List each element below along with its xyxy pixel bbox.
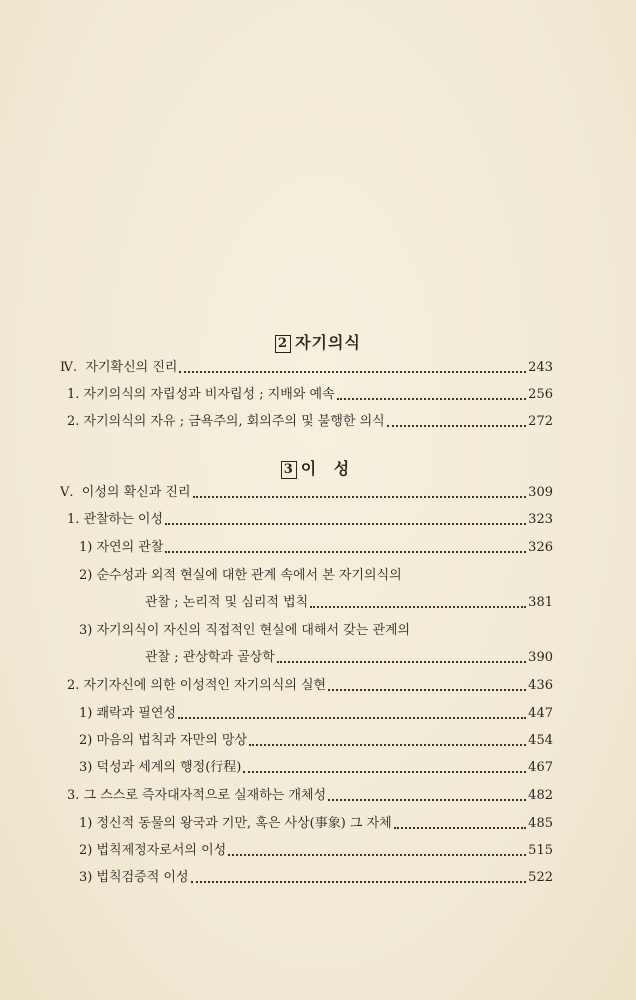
toc-entry[interactable]: [79, 841, 553, 861]
dot-leader: [337, 398, 527, 400]
toc-entry[interactable]: [79, 731, 553, 751]
page-number: 436: [528, 678, 553, 693]
toc-entry[interactable]: [79, 868, 553, 888]
entry-title: 법칙제정자로서의 이성: [96, 843, 227, 858]
entry-number: 2.: [67, 414, 84, 429]
dot-leader: [328, 799, 526, 801]
dot-leader: [179, 371, 526, 373]
dot-leader: [310, 606, 526, 608]
entry-number: 1): [79, 816, 97, 831]
toc-entry[interactable]: [67, 676, 553, 696]
page-number: 515: [528, 843, 553, 858]
dot-leader: [249, 744, 526, 746]
entry-title: 자기의식의 자유 ; 금욕주의, 회의주의 및 불행한 의식: [83, 414, 385, 429]
section-heading-3: [0, 456, 636, 479]
toc-entry[interactable]: [67, 412, 553, 432]
entry-title: 자기자신에 의한 이성적인 자기의식의 실현: [83, 678, 327, 693]
dot-leader: [178, 717, 526, 719]
entry-title: 자기의식이 자신의 직접적인 현실에 대해서 갖는 관계의: [96, 623, 411, 638]
entry-number: 1): [79, 706, 97, 721]
page-number: 482: [528, 788, 553, 803]
section-number-box: 3: [281, 461, 297, 479]
page-number: 256: [528, 387, 553, 402]
entry-number: 1): [79, 540, 97, 555]
toc-entry-continued[interactable]: [79, 621, 553, 641]
page-number: 326: [528, 540, 553, 555]
section-heading-2: [0, 330, 636, 353]
dot-leader: [228, 854, 526, 856]
dot-leader: [387, 425, 526, 427]
toc-entry[interactable]: [79, 758, 553, 778]
page-number: 454: [528, 733, 553, 748]
entry-title: 자연의 관찰: [96, 540, 164, 555]
toc-entry[interactable]: [60, 483, 553, 503]
dot-leader: [277, 661, 526, 663]
entry-number: 3.: [67, 788, 84, 803]
page-number: 243: [528, 360, 553, 375]
entry-number: 3): [79, 760, 97, 775]
dot-leader: [193, 496, 527, 498]
dot-leader: [328, 689, 526, 691]
entry-number: 3): [79, 870, 97, 885]
page-number: 467: [528, 760, 553, 775]
toc-entry[interactable]: [79, 704, 553, 724]
entry-number: Ⅳ.: [60, 360, 86, 375]
toc-entry[interactable]: [67, 385, 553, 405]
dot-leader: [243, 771, 526, 773]
page-number: 323: [528, 512, 553, 527]
dot-leader: [394, 827, 526, 829]
entry-number: 1.: [67, 387, 84, 402]
entry-title: 자기의식의 자립성과 비자립성 ; 지배와 예속: [83, 387, 335, 402]
toc-entry[interactable]: [145, 648, 553, 668]
dot-leader: [165, 551, 526, 553]
entry-title: 관찰 ; 논리적 및 심리적 법칙: [145, 595, 309, 610]
entry-title: 마음의 법칙과 자만의 망상: [96, 733, 248, 748]
entry-title: 정신적 동물의 왕국과 기만, 혹은 사상(事象) 그 자체: [96, 816, 392, 831]
section-number-box: 2: [275, 335, 291, 353]
entry-title: 자기확신의 진리: [85, 360, 178, 375]
page-number: 309: [528, 485, 553, 500]
entry-title: 순수성과 외적 현실에 대한 관계 속에서 본 자기의식의: [96, 568, 402, 583]
entry-number: 1.: [67, 512, 84, 527]
entry-title: 그 스스로 즉자대자적으로 실재하는 개체성: [83, 788, 327, 803]
entry-title: 덕성과 세계의 행정(行程): [96, 760, 242, 775]
toc-entry[interactable]: [79, 538, 553, 558]
toc-entry[interactable]: [67, 510, 553, 530]
toc-entry[interactable]: [79, 814, 553, 834]
entry-title: 이성의 확신과 진리: [81, 485, 191, 500]
entry-number: 2.: [67, 678, 84, 693]
entry-number: 3): [79, 623, 97, 638]
entry-number: 2): [79, 568, 97, 583]
section-title: 자기의식: [295, 333, 361, 352]
dot-leader: [165, 523, 526, 525]
dot-leader: [191, 881, 527, 883]
entry-title: 쾌락과 필연성: [96, 706, 176, 721]
page-number: 272: [528, 414, 553, 429]
entry-number: Ⅴ.: [60, 485, 82, 500]
page-number: 485: [528, 816, 553, 831]
page-number: 381: [528, 595, 553, 610]
toc-entry[interactable]: [67, 786, 553, 806]
entry-title: 법칙검증적 이성: [96, 870, 189, 885]
page-number: 447: [528, 706, 553, 721]
page-number: 522: [528, 870, 553, 885]
toc-entry-continued[interactable]: [79, 566, 553, 586]
section-title: 이 성: [300, 459, 356, 478]
entry-number: 2): [79, 843, 97, 858]
entry-title: 관찰하는 이성: [83, 512, 164, 527]
page-number: 390: [528, 650, 553, 665]
toc-entry[interactable]: [60, 358, 553, 378]
entry-number: 2): [79, 733, 97, 748]
entry-title: 관찰 ; 관상학과 골상학: [145, 650, 275, 665]
toc-entry[interactable]: [145, 593, 553, 613]
